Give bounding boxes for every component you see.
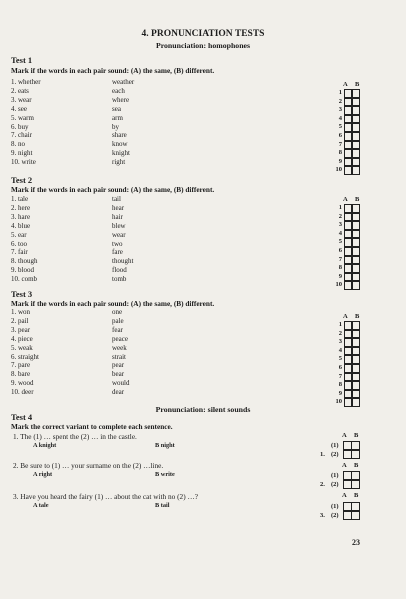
option-a: A right [33,471,53,478]
row-number: 10 [335,398,342,406]
row-number: 6 [338,246,342,254]
answer-box-b[interactable] [352,347,360,356]
answer-row [320,355,364,364]
row-number: 2 [338,97,342,105]
blank-label: (2) [331,481,339,488]
word-pair-row [11,317,211,326]
q3-answer-header: A B [342,492,362,499]
answer-box-a[interactable] [344,89,352,98]
word-pair-row [11,379,211,388]
answer-box-a[interactable] [344,141,352,150]
word-a: 10. comb [11,275,38,284]
word-a: 7. fair [11,248,28,257]
word-b: pear [112,361,125,370]
answer-box-a[interactable] [344,373,352,382]
word-a: 4. blue [11,221,31,230]
test1-word-pairs [11,78,211,167]
test2-instruction: Mark if the words in each pair sound: (A) the same, (B) different. [11,185,215,194]
word-b: week [112,343,127,352]
word-a: 2. eats [11,86,29,95]
blank-label: (2) [331,512,339,519]
section-subtitle-homophones: Pronunciation: homophones [155,41,251,50]
word-pair-row [11,275,211,284]
word-a: 7. pare [11,361,31,370]
row-number: 2 [338,329,342,337]
answer-box-b[interactable] [351,511,360,520]
answer-box-b[interactable] [351,502,360,511]
answer-box-b[interactable] [352,89,360,98]
row-number: 7 [338,140,342,148]
answer-row [320,273,364,282]
answer-box-b[interactable] [352,149,360,158]
row-number: 1 [338,204,342,211]
test1-answer-header: A B [343,81,363,88]
answer-box-b[interactable] [352,141,360,150]
option-a: A tale [33,502,49,509]
answer-box-a[interactable] [344,381,352,390]
answer-box-b[interactable] [352,330,360,339]
word-pair-row [11,326,211,335]
word-a: 1. tale [11,195,29,203]
answer-box-a[interactable] [344,204,352,213]
answer-box-a[interactable] [344,238,352,247]
word-b: two [112,239,123,248]
word-b: fear [112,325,123,334]
answer-box-b[interactable] [352,166,360,175]
answer-row [320,321,364,330]
test2-answer-grid [320,204,364,290]
answer-row [320,264,364,273]
answer-row [320,381,364,390]
q2-answer-header: A B [342,462,362,469]
answer-box-a[interactable] [344,330,352,339]
row-number: 4 [338,229,342,237]
word-a: 6. buy [11,122,29,131]
answer-row [320,256,364,265]
option-a: A knight [33,442,57,449]
test1-heading: Test 1 [11,55,33,65]
answer-row [320,347,364,356]
answer-row [320,221,364,230]
word-b: by [112,122,119,131]
word-b: tomb [112,275,127,284]
word-b: blew [112,221,126,230]
word-pair-row [11,344,211,353]
question-number: 1. [320,451,325,458]
answer-row [320,330,364,339]
word-a: 10. write [11,158,36,167]
word-b: fare [112,248,123,257]
section-subtitle-silent-sounds: Pronunciation: silent sounds [155,405,251,414]
word-b: bear [112,370,125,379]
word-b: thought [112,257,134,266]
blank-label: (2) [331,451,339,458]
answer-row [320,238,364,247]
word-b: dear [112,388,125,397]
word-a: 5. warm [11,113,34,122]
page-title: 4. PRONUNCIATION TESTS [141,29,265,39]
word-a: 3. wear [11,95,32,104]
blank-label: (1) [331,442,339,449]
test2-answer-header: A B [343,196,363,203]
answer-box-b[interactable] [352,321,360,330]
answer-box-b[interactable] [352,364,360,373]
answer-box-a[interactable] [344,115,352,124]
word-pair-row [11,213,211,222]
word-pair-row [11,114,211,123]
word-a: 6. too [11,239,27,248]
word-b: pale [112,316,124,325]
answer-box-b[interactable] [352,158,360,167]
answer-box-a[interactable] [344,98,352,107]
row-number: 9 [338,157,342,165]
answer-row [320,115,364,124]
word-b: one [112,308,123,316]
word-pair-row [11,158,211,167]
word-a: 8. no [11,140,25,149]
row-number: 5 [338,355,342,363]
word-a: 2. here [11,203,31,212]
row-number: 6 [338,363,342,371]
answer-box-a[interactable] [344,264,352,273]
test3-instruction: Mark if the words in each pair sound: (A) the same, (B) different. [11,299,215,308]
word-pair-row [11,335,211,344]
answer-row [320,132,364,141]
answer-row [320,390,364,399]
q3-answer-grid [320,502,364,520]
answer-row [320,511,364,520]
row-number: 3 [338,106,342,114]
row-number: 4 [338,114,342,122]
answer-row [320,247,364,256]
answer-box-b[interactable] [352,338,360,347]
word-pair-row [11,140,211,149]
row-number: 10 [335,166,342,174]
answer-box-b[interactable] [351,450,360,459]
word-pair-row [11,222,211,231]
answer-box-b[interactable] [352,256,360,265]
word-b: sea [112,104,121,113]
test1-instruction: Mark if the words in each pair sound: (A) the same, (B) different. [11,66,215,75]
word-b: arm [112,113,123,122]
answer-box-a[interactable] [344,213,352,222]
answer-box-a[interactable] [344,230,352,239]
answer-row [320,149,364,158]
word-b: where [112,95,130,104]
row-number: 4 [338,346,342,354]
row-number: 6 [338,131,342,139]
blank-label: (1) [331,503,339,510]
answer-box-b[interactable] [352,264,360,273]
answer-box-b[interactable] [352,230,360,239]
word-pair-row [11,131,211,140]
answer-box-a[interactable] [344,247,352,256]
word-a: 5. ear [11,230,27,239]
answer-box-b[interactable] [352,106,360,115]
answer-box-a[interactable] [344,273,352,282]
answer-row [320,471,364,480]
answer-box-a[interactable] [344,158,352,167]
row-number: 7 [338,372,342,380]
answer-row [320,480,364,489]
q1-answer-grid [320,441,364,459]
word-a: 9. night [11,149,33,158]
answer-row [320,123,364,132]
answer-box-b[interactable] [352,204,360,213]
test4-instruction: Mark the correct variant to complete each sentence. [11,422,173,431]
answer-box-a[interactable] [344,321,352,330]
row-number: 10 [335,281,342,289]
q1-answer-header: A B [342,432,362,439]
row-number: 8 [338,381,342,389]
row-number: 3 [338,221,342,229]
answer-box-a[interactable] [344,347,352,356]
word-b: tail [112,195,121,203]
answer-box-a[interactable] [344,338,352,347]
answer-row [320,281,364,290]
word-pair-row [11,78,211,87]
question-number: 3. [320,512,325,519]
word-a: 4. see [11,104,27,113]
word-b: know [112,140,128,149]
test2-word-pairs [11,195,211,284]
word-b: flood [112,266,127,275]
word-b: each [112,86,125,95]
word-pair-row [11,96,211,105]
answer-box-a[interactable] [344,149,352,158]
word-b: strait [112,352,126,361]
row-number: 2 [338,212,342,220]
answer-row [320,166,364,175]
answer-box-b[interactable] [351,441,360,450]
word-a: 9. wood [11,379,34,388]
answer-box-b[interactable] [352,373,360,382]
answer-box-b[interactable] [352,381,360,390]
answer-box-b[interactable] [352,390,360,399]
word-pair-row [11,149,211,158]
answer-box-b[interactable] [352,213,360,222]
option-b: B tail [155,502,170,509]
test3-heading: Test 3 [11,289,33,299]
word-pair-row [11,257,211,266]
word-pair-row [11,204,211,213]
answer-row [320,213,364,222]
answer-box-b[interactable] [352,221,360,230]
question-text: 3. Have you heard the fairy (1) … about the cat with no (2) …? [13,492,198,501]
word-pair-row [11,370,211,379]
word-b: weather [112,78,135,86]
test2-heading: Test 2 [11,175,33,185]
test1-answer-grid [320,89,364,175]
row-number: 1 [338,321,342,328]
word-pair-row [11,231,211,240]
answer-row [320,502,364,511]
answer-box-b[interactable] [352,238,360,247]
q2-answer-grid [320,471,364,489]
answer-box-a[interactable] [344,106,352,115]
word-a: 10. deer [11,388,34,397]
answer-row [320,364,364,373]
answer-box-b[interactable] [352,132,360,141]
row-number: 3 [338,338,342,346]
answer-box-a[interactable] [344,256,352,265]
answer-box-a[interactable] [344,221,352,230]
answer-row [320,89,364,98]
answer-row [320,373,364,382]
answer-box-b[interactable] [352,123,360,132]
option-b: B night [155,442,175,449]
word-b: peace [112,334,128,343]
answer-box-a[interactable] [344,123,352,132]
option-b: B write [155,471,175,478]
answer-box-b[interactable] [351,471,360,480]
answer-box-b[interactable] [352,115,360,124]
row-number: 1 [338,89,342,96]
word-pair-row [11,195,211,204]
answer-box-b[interactable] [352,355,360,364]
row-number: 5 [338,238,342,246]
word-b: right [112,158,126,167]
answer-box-a[interactable] [344,132,352,141]
answer-box-a[interactable] [344,166,352,175]
word-pair-row [11,361,211,370]
word-pair-row [11,123,211,132]
test3-answer-header: A B [343,313,363,320]
word-a: 3. hare [11,212,31,221]
answer-box-a[interactable] [344,281,352,290]
word-a: 1. won [11,308,31,316]
word-b: would [112,379,130,388]
answer-row [320,338,364,347]
word-pair-row [11,353,211,362]
word-b: hair [112,212,123,221]
word-pair-row [11,308,211,317]
word-a: 4. piece [11,334,33,343]
word-pair-row [11,388,211,397]
word-b: knight [112,149,130,158]
word-pair-row [11,105,211,114]
blank-label: (1) [331,472,339,479]
answer-box-a[interactable] [344,390,352,399]
question-text: 2. Be sure to (1) … your surname on the (2) …line. [13,461,164,470]
row-number: 9 [338,272,342,280]
word-pair-row [11,248,211,257]
word-a: 8. bare [11,370,31,379]
word-a: 1. whether [11,78,41,86]
answer-row [320,230,364,239]
answer-row [320,158,364,167]
word-a: 8. though [11,257,38,266]
answer-box-a[interactable] [344,355,352,364]
word-a: 6. straight [11,352,39,361]
answer-box-b[interactable] [352,98,360,107]
question-number: 2. [320,481,325,488]
answer-row [320,204,364,213]
row-number: 9 [338,389,342,397]
answer-row [320,441,364,450]
test4-heading: Test 4 [11,412,33,422]
test3-word-pairs [11,308,211,397]
row-number: 7 [338,255,342,263]
word-a: 2. pail [11,316,29,325]
row-number: 5 [338,123,342,131]
word-pair-row [11,240,211,249]
word-a: 7. chair [11,131,32,140]
answer-row [320,141,364,150]
answer-row [320,98,364,107]
answer-box-a[interactable] [344,364,352,373]
page-number: 23 [352,538,360,547]
word-a: 5. weak [11,343,33,352]
answer-row [320,106,364,115]
word-a: 3. pear [11,325,31,334]
answer-box-b[interactable] [352,273,360,282]
word-pair-row [11,87,211,96]
row-number: 8 [338,264,342,272]
test3-answer-grid [320,321,364,407]
answer-box-b[interactable] [352,281,360,290]
answer-box-b[interactable] [351,480,360,489]
word-b: wear [112,230,126,239]
question-text: 1. The (1) … spent the (2) … in the castle. [13,432,137,441]
row-number: 8 [338,149,342,157]
answer-row [320,450,364,459]
word-a: 9. blood [11,266,34,275]
word-b: hear [112,203,125,212]
answer-box-b[interactable] [352,247,360,256]
word-pair-row [11,266,211,275]
word-b: share [112,131,127,140]
